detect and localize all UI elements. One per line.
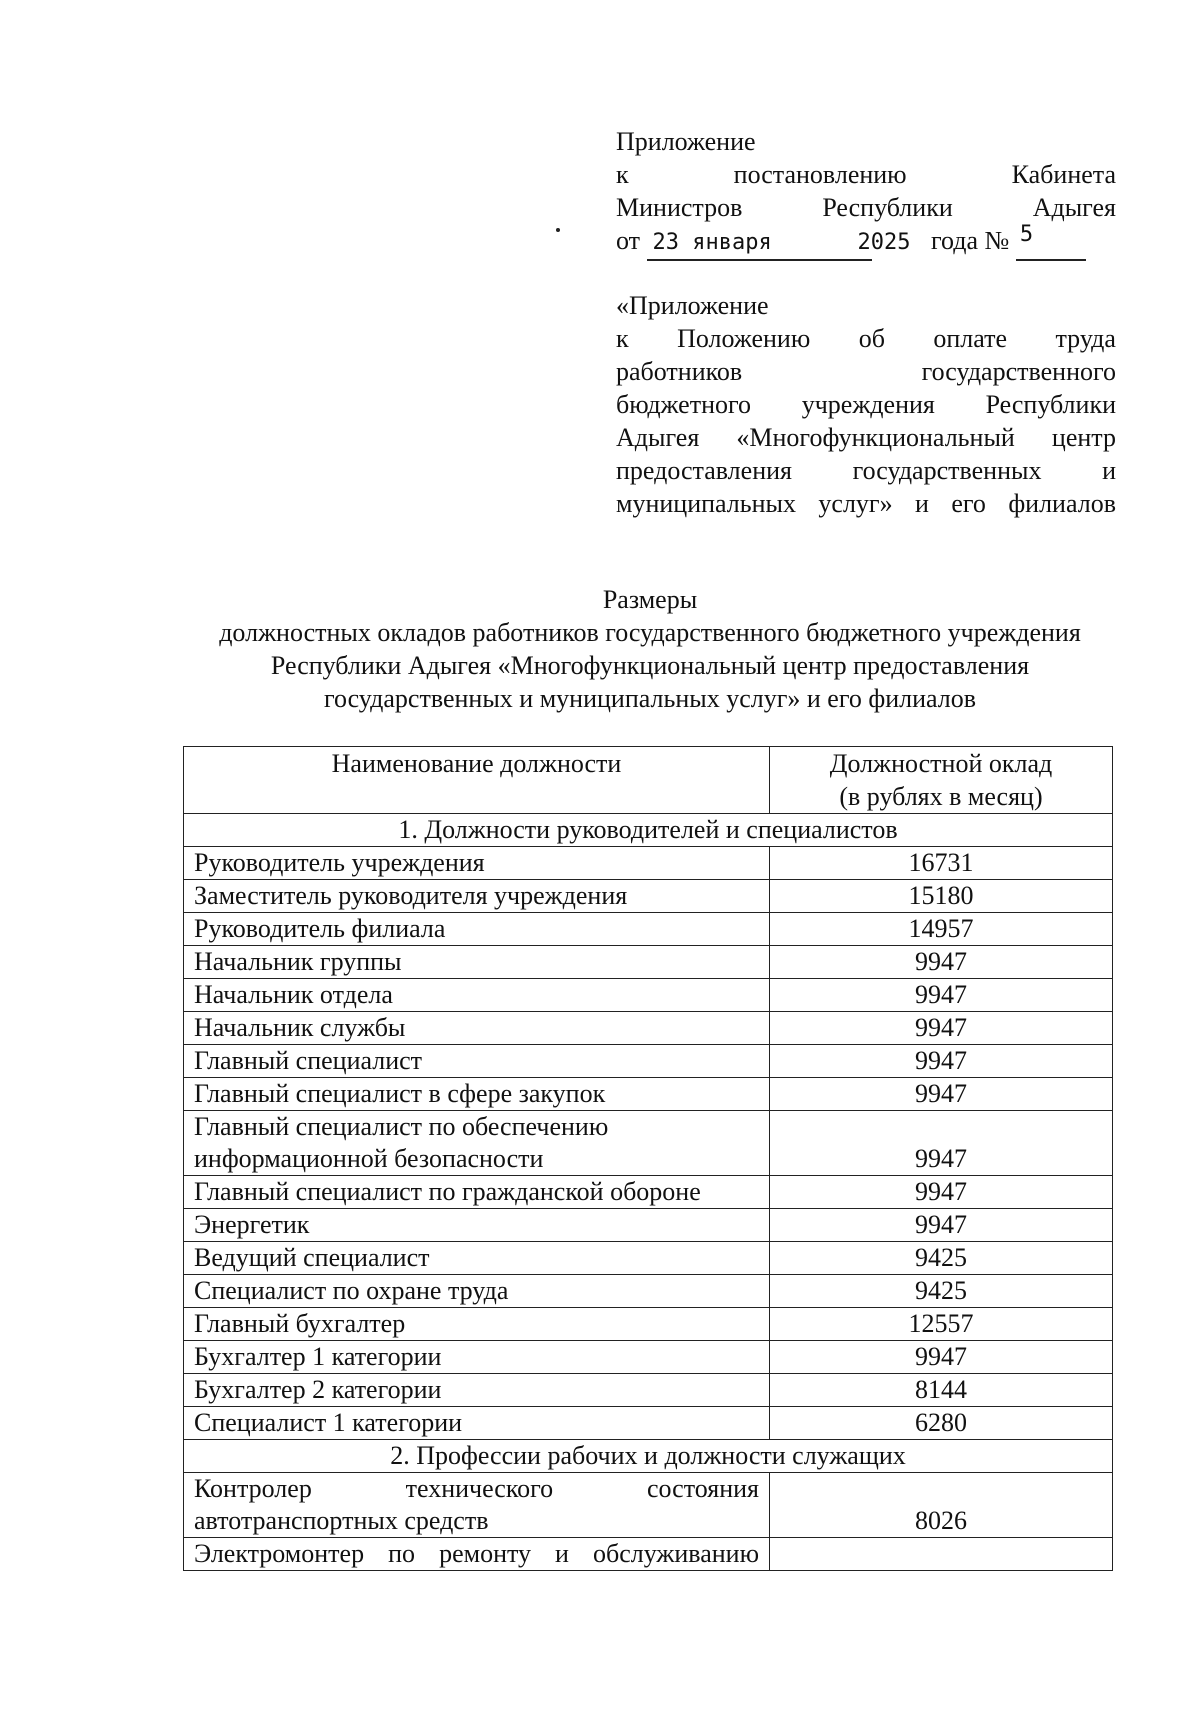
- word: филиалов: [1008, 489, 1116, 518]
- position-salary: 16731: [770, 847, 1113, 880]
- table-row: [184, 1374, 1113, 1407]
- word: труда: [1055, 324, 1116, 353]
- position-salary: 9947: [770, 1078, 1113, 1111]
- table-row: [184, 1407, 1113, 1440]
- regulation-line-2: [616, 322, 1116, 355]
- table-row: [184, 979, 1113, 1012]
- position-name-line-1: Главный специалист по обеспечению: [194, 1112, 609, 1141]
- position-salary: 9425: [770, 1242, 1113, 1275]
- position-name: Специалист 1 категории: [184, 1407, 770, 1440]
- position-salary: 9947: [770, 979, 1113, 1012]
- position-salary: 9947: [770, 1045, 1113, 1078]
- position-name-line-2: информационной безопасности: [194, 1144, 544, 1173]
- position-name: Энергетик: [184, 1209, 770, 1242]
- position-name: Специалист по охране труда: [184, 1275, 770, 1308]
- position-name: Ведущий специалист: [184, 1242, 770, 1275]
- position-name: Бухгалтер 1 категории: [184, 1341, 770, 1374]
- position-salary: 6280: [770, 1407, 1113, 1440]
- word: Адыгея: [1032, 193, 1116, 222]
- section-1-title: 1. Должности руководителей и специалистов: [184, 814, 1113, 847]
- word: бюджетного: [616, 390, 752, 419]
- word: к: [616, 160, 629, 189]
- word: Министров: [616, 193, 743, 222]
- position-salary: 9947: [770, 1176, 1113, 1209]
- word: и: [1102, 456, 1116, 485]
- word: Республики: [985, 390, 1116, 419]
- position-name: Бухгалтер 2 категории: [184, 1374, 770, 1407]
- section-2-title: 2. Профессии рабочих и должности служащих: [184, 1440, 1113, 1473]
- table-row: [184, 1209, 1113, 1242]
- word: работников: [616, 357, 743, 386]
- word: оплате: [933, 324, 1008, 353]
- table-row: [184, 1275, 1113, 1308]
- section-row: [184, 814, 1113, 847]
- position-salary: 9947: [770, 1111, 1113, 1176]
- word: предоставления: [616, 456, 792, 485]
- header-salary-line-1: Должностной оклад: [829, 749, 1053, 778]
- approval-line-2: [616, 158, 1116, 191]
- approval-date-line: [616, 224, 1116, 261]
- approval-block: [616, 125, 1116, 261]
- position-name: Руководитель филиала: [184, 913, 770, 946]
- date-prefix: от: [616, 226, 641, 255]
- position-salary: 15180: [770, 880, 1113, 913]
- date-blank: [647, 224, 872, 261]
- word: об: [858, 324, 885, 353]
- word: Кабинета: [1011, 160, 1116, 189]
- position-name: Начальник группы: [184, 946, 770, 979]
- year-suffix: года №: [931, 226, 1010, 255]
- table-row: [184, 1111, 1113, 1176]
- word: услуг»: [818, 489, 893, 518]
- position-salary: 9425: [770, 1275, 1113, 1308]
- number-handwritten: 5: [1019, 222, 1034, 247]
- regulation-line-1: «Приложение: [616, 291, 769, 320]
- word: к: [616, 324, 629, 353]
- salary-table: [183, 746, 1113, 1571]
- position-name: Начальник отдела: [184, 979, 770, 1012]
- regulation-line-3: [616, 355, 1116, 388]
- position-salary: [770, 1538, 1113, 1571]
- position-name: Руководитель учреждения: [184, 847, 770, 880]
- table-row: [184, 1308, 1113, 1341]
- position-name: [184, 1111, 770, 1176]
- header-salary: [770, 747, 1113, 814]
- table-row: [184, 1538, 1113, 1571]
- word: и: [915, 489, 929, 518]
- word: его: [951, 489, 986, 518]
- title-line-3: Республики Адыгея «Многофункциональный центр предоставления: [270, 651, 1030, 680]
- position-salary: 9947: [770, 1209, 1113, 1242]
- word: «Многофункциональный: [736, 423, 1015, 452]
- table-row: [184, 1078, 1113, 1111]
- position-salary: 14957: [770, 913, 1113, 946]
- word: Адыгея: [616, 423, 700, 452]
- table-row: [184, 1242, 1113, 1275]
- number-blank: [1016, 224, 1086, 261]
- position-name: Главный специалист по гражданской обороне: [184, 1176, 770, 1209]
- table-row: [184, 913, 1113, 946]
- position-salary: 9947: [770, 946, 1113, 979]
- table-row: [184, 946, 1113, 979]
- table-row: [184, 1473, 1113, 1538]
- position-name: Главный специалист в сфере закупок: [184, 1078, 770, 1111]
- position-name: Главный специалист: [184, 1045, 770, 1078]
- word: центр: [1051, 423, 1116, 452]
- date-handwritten: 23 января: [652, 230, 772, 255]
- year-handwritten: 2025: [857, 230, 911, 255]
- header-salary-line-2: (в рублях в месяц): [839, 782, 1043, 811]
- approval-line-3: [616, 191, 1116, 224]
- table-row: [184, 880, 1113, 913]
- regulation-line-6: [616, 454, 1116, 487]
- word: Республики: [822, 193, 953, 222]
- word: Положению: [677, 324, 811, 353]
- position-name-line-1: Контролер технического состояния: [194, 1474, 759, 1503]
- word: государственного: [921, 357, 1116, 386]
- regulation-line-7: [616, 487, 1116, 520]
- header-name: Наименование должности: [184, 747, 770, 814]
- position-salary: 12557: [770, 1308, 1113, 1341]
- regulation-line-4: [616, 388, 1116, 421]
- word: государственных: [852, 456, 1042, 485]
- position-name: Заместитель руководителя учреждения: [184, 880, 770, 913]
- title-line-2: должностных окладов работников государственного бюджетного учреждения: [219, 618, 1081, 647]
- document-title: [100, 583, 1200, 715]
- title-line-4: государственных и муниципальных услуг» и его филиалов: [323, 684, 977, 713]
- position-salary: 8026: [770, 1473, 1113, 1538]
- position-salary: 9947: [770, 1341, 1113, 1374]
- word: муниципальных: [616, 489, 797, 518]
- regulation-block: [616, 289, 1116, 520]
- position-name-line-2: автотранспортных средств: [194, 1506, 489, 1535]
- table-row: [184, 847, 1113, 880]
- approval-line-1: Приложение: [616, 127, 756, 156]
- table-row: [184, 1012, 1113, 1045]
- word: учреждения: [801, 390, 935, 419]
- position-name: Электромонтер по ремонту и обслуживанию: [184, 1538, 770, 1571]
- section-row: [184, 1440, 1113, 1473]
- table-row: [184, 1341, 1113, 1374]
- position-salary: 8144: [770, 1374, 1113, 1407]
- position-name: Начальник службы: [184, 1012, 770, 1045]
- regulation-line-5: [616, 421, 1116, 454]
- table-header-row: [184, 747, 1113, 814]
- position-salary: 9947: [770, 1012, 1113, 1045]
- position-name: Главный бухгалтер: [184, 1308, 770, 1341]
- table-row: [184, 1176, 1113, 1209]
- stray-mark: [556, 228, 560, 232]
- word: постановлению: [733, 160, 907, 189]
- table-row: [184, 1045, 1113, 1078]
- title-line-1: Размеры: [602, 585, 698, 614]
- position-name: [184, 1473, 770, 1538]
